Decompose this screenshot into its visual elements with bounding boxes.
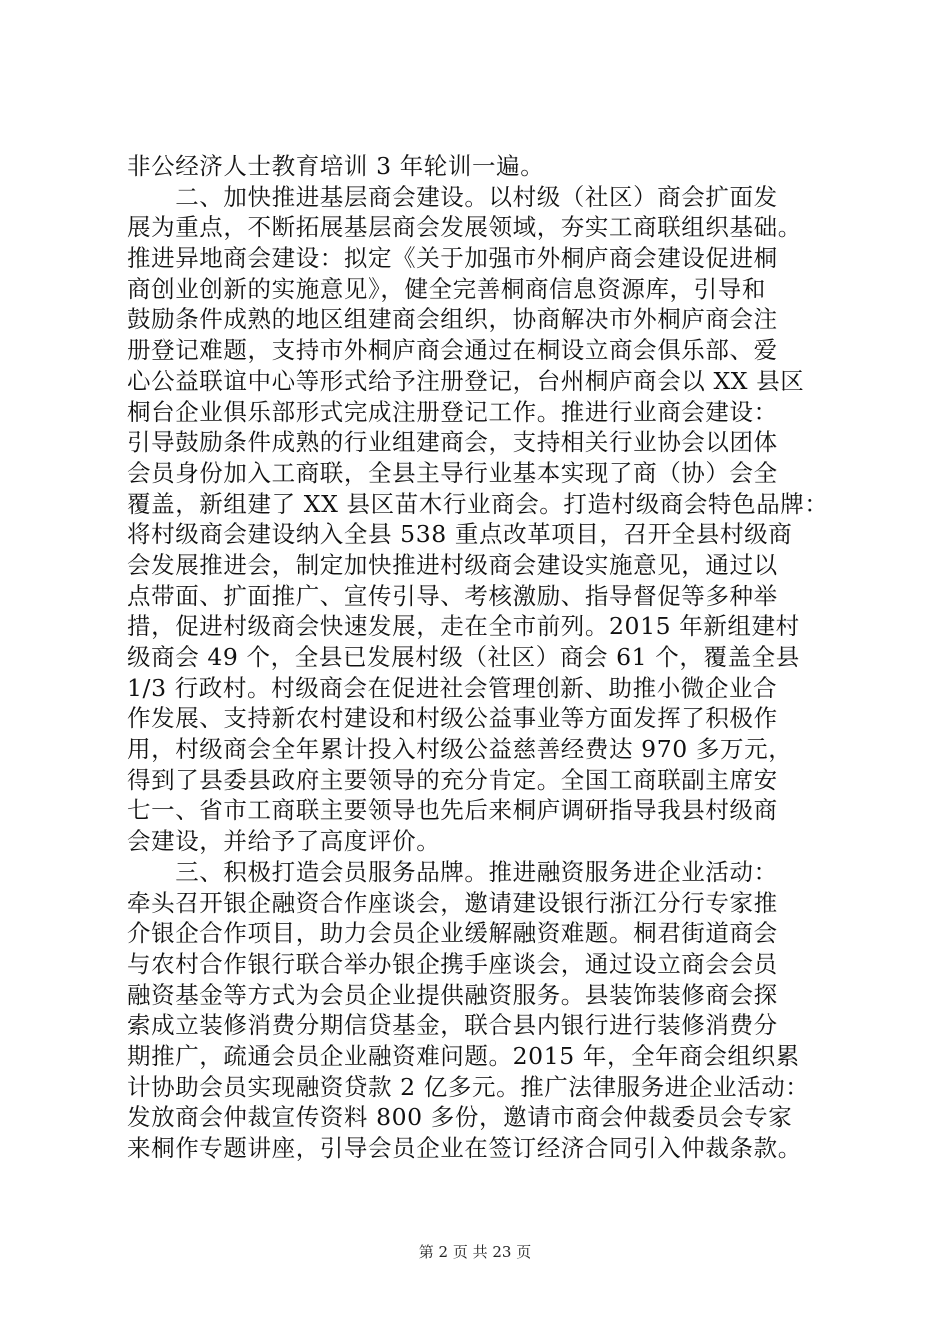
text-line: 册登记难题，支持市外桐庐商会通过在桐设立商会俱乐部、爱 <box>127 336 778 365</box>
text-line: 覆盖，新组建了 XX 县区苗木行业商会。打造村级商会特色品牌： <box>127 489 829 518</box>
text-line: 非公经济人士教育培训 3 年轮训一遍。 <box>127 152 545 180</box>
text-line: 将村级商会建设纳入全县 538 重点改革项目，召开全县村级商 <box>127 520 793 549</box>
text-line: 期推广，疏通会员企业融资难问题。2015 年，全年商会组织累 <box>127 1041 800 1070</box>
text-line: 展为重点，不断拓展基层商会发展领域，夯实工商联组织基础。 <box>127 213 802 242</box>
text-line: 七一、省市工商联主要领导也先后来桐庐调研指导我县村级商 <box>127 796 778 825</box>
text-line: 二、加快推进基层商会建设。以村级（社区）商会扩面发 <box>127 182 778 211</box>
text-line: 来桐作专题讲座，引导会员企业在签订经济合同引入仲裁条款。 <box>127 1134 802 1162</box>
text-line: 商创业创新的实施意见》，健全完善桐商信息资源库，引导和 <box>127 274 766 303</box>
text-line: 会建设，并给予了高度评价。 <box>127 827 441 856</box>
text-line: 级商会 49 个，全县已发展村级（社区）商会 61 个，覆盖全县 <box>127 643 800 671</box>
text-line: 三、积极打造会员服务品牌。推进融资服务进企业活动： <box>127 857 778 886</box>
text-line: 1/3 行政村。村级商会在促进社会管理创新、助推小微企业合 <box>127 673 778 702</box>
text-line: 作发展、支持新农村建设和村级公益事业等方面发挥了积极作 <box>127 704 778 733</box>
text-line: 得到了县委县政府主要领导的充分肯定。全国工商联副主席安 <box>127 765 778 794</box>
text-line: 措，促进村级商会快速发展，走在全市前列。2015 年新组建村 <box>127 612 800 641</box>
text-line: 牵头召开银企融资合作座谈会，邀请建设银行浙江分行专家推 <box>127 888 778 917</box>
text-line: 与农村合作银行联合举办银企携手座谈会，通过设立商会会员 <box>127 949 778 978</box>
text-line: 心公益联谊中心等形式给予注册登记，台州桐庐商会以 XX 县区 <box>127 366 805 395</box>
text-line: 索成立装修消费分期信贷基金，联合县内银行进行装修消费分 <box>127 1011 778 1040</box>
text-line: 计协助会员实现融资贷款 2 亿多元。推广法律服务进企业活动： <box>127 1072 810 1101</box>
text-line: 融资基金等方式为会员企业提供融资服务。县装饰装修商会探 <box>127 980 778 1009</box>
text-line: 介银企合作项目，助力会员企业缓解融资难题。桐君街道商会 <box>127 919 778 948</box>
document-body <box>127 151 857 1164</box>
text-line: 用，村级商会全年累计投入村级公益慈善经费达 970 多万元， <box>127 735 793 764</box>
text-line: 点带面、扩面推广、宣传引导、考核激励、指导督促等多种举 <box>127 581 778 610</box>
page-number-footer: 第 2 页 共 23 页 <box>418 1243 532 1261</box>
text-line: 引导鼓励条件成熟的行业组建商会，支持相关行业协会以团体 <box>127 428 778 457</box>
text-line: 桐台企业俱乐部形式完成注册登记工作。推进行业商会建设： <box>127 397 778 426</box>
text-line: 会发展推进会，制定加快推进村级商会建设实施意见，通过以 <box>127 550 778 579</box>
text-line: 会员身份加入工商联，全县主导行业基本实现了商（协）会全 <box>127 458 778 487</box>
text-line: 发放商会仲裁宣传资料 800 多份，邀请市商会仲裁委员会专家 <box>127 1103 793 1132</box>
text-line: 鼓励条件成熟的地区组建商会组织，协商解决市外桐庐商会注 <box>127 305 778 334</box>
text-line: 推进异地商会建设：拟定《关于加强市外桐庐商会建设促进桐 <box>127 244 778 273</box>
